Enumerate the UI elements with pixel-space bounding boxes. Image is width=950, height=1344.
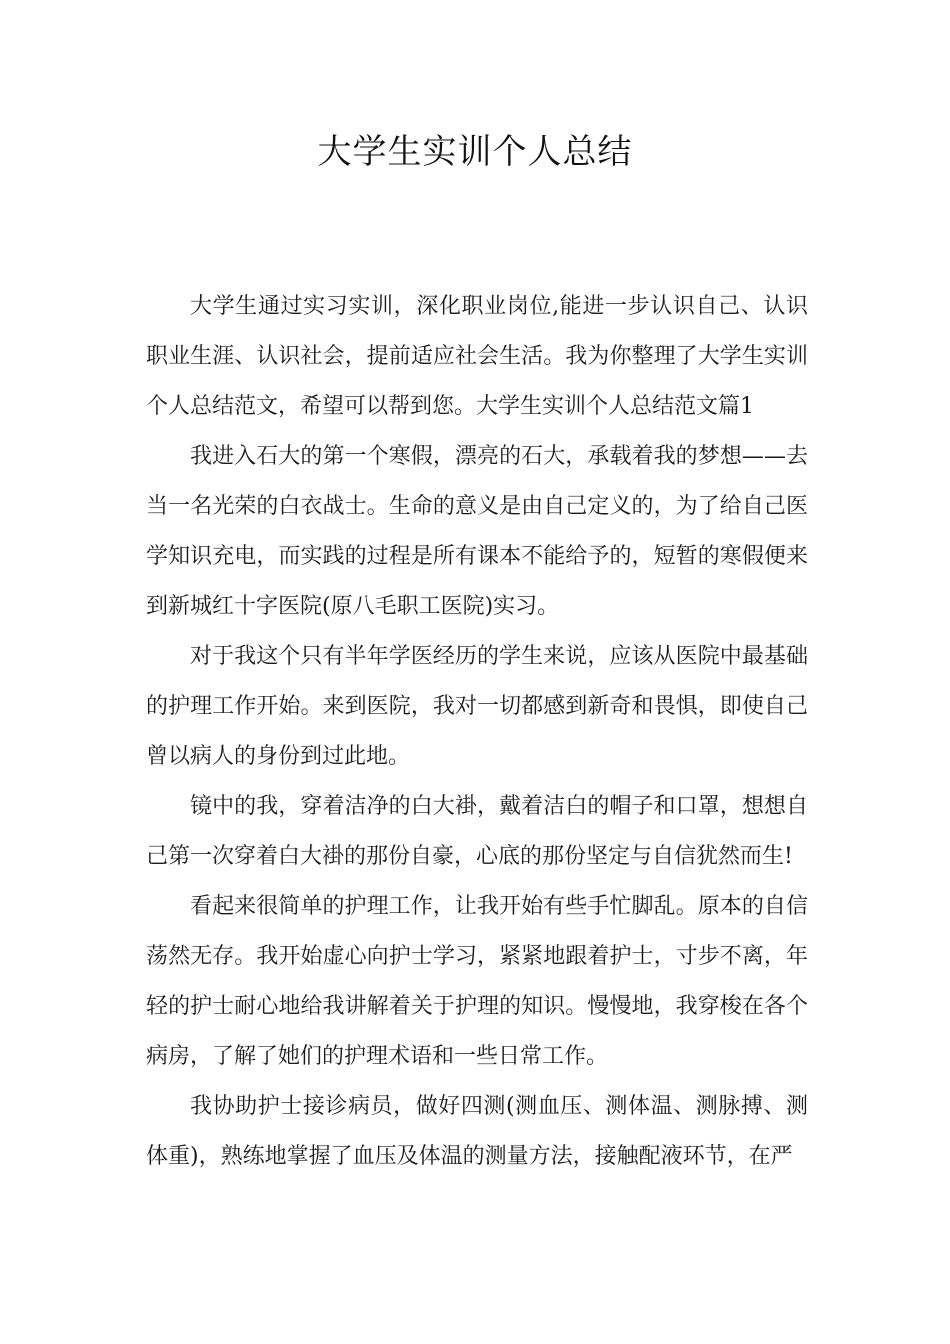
paragraph-learning: 看起来很简单的护理工作，让我开始有些手忙脚乱。原本的自信荡然无存。我开始虚心向护士学习，紧紧地跟着护士，寸步不离，年轻的护士耐心地给我讲解着关于护理的知识。慢慢地，我穿梭在各个病房，了解了她们的护理术语和一些日常工作。 (146, 894, 808, 1069)
document-body (146, 282, 808, 1182)
paragraph-white-coat: 镜中的我，穿着洁净的白大褂，戴着洁白的帽子和口罩，想想自己第一次穿着白大褂的那份自豪，心底的那份坚定与自信犹然而生! (146, 794, 808, 869)
paragraph-winter-break: 我进入石大的第一个寒假，漂亮的石大，承载着我的梦想——去当一名光荣的白衣战士。生命的意义是由自己定义的，为了给自己医学知识充电，而实践的过程是所有课本不能给予的，短暂的寒假便来到新城红十字医院(原八毛职工医院)实习。 (146, 444, 808, 619)
paragraph-assisting: 我协助护士接诊病员，做好四测(测血压、测体温、测脉搏、测体重)，熟练地掌握了血压及体温的测量方法，接触配液环节，在严 (146, 1094, 808, 1169)
paragraph-intro: 大学生通过实习实训，深化职业岗位,能进一步认识自己、认识职业生涯、认识社会，提前适应社会生活。我为你整理了大学生实训个人总结范文，希望可以帮到您。大学生实训个人总结范文篇1 (146, 294, 808, 419)
paragraph-basic-nursing: 对于我这个只有半年学医经历的学生来说，应该从医院中最基础的护理工作开始。来到医院，我对一切都感到新奇和畏惧，即使自己曾以病人的身份到过此地。 (146, 644, 808, 769)
document-title: 大学生实训个人总结 (317, 132, 633, 172)
